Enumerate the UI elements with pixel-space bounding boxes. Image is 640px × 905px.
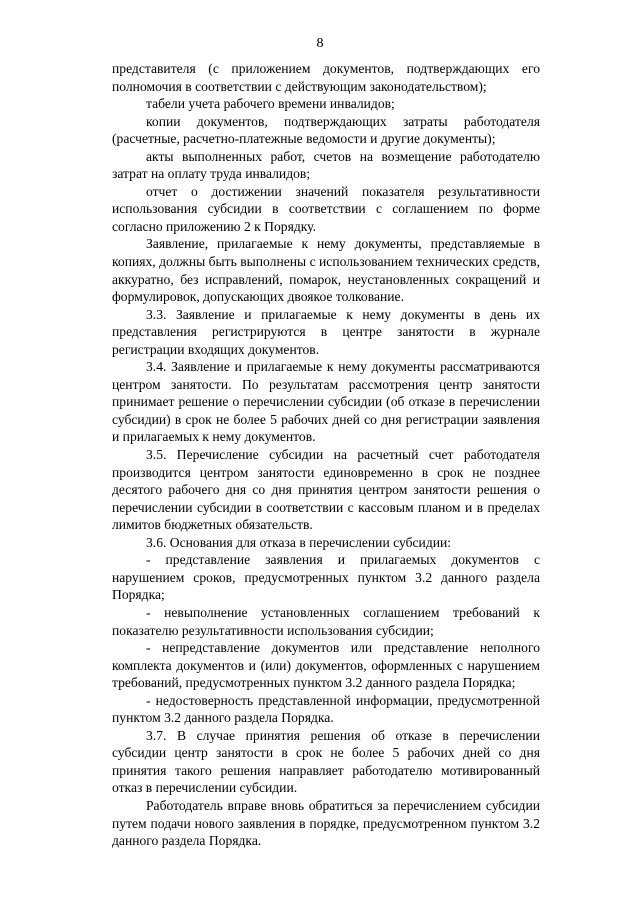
paragraph-3-4: 3.4. Заявление и прилагаемые к нему документы рассматриваются центром занятости. По результатам рассмотрения центр занятости принимает решение о перечислении субсидии (об отказе в перечислении субсидии) в срок не более 5 рабочих дней со дня регистрации заявления и прилагаемых к нему документов. — [112, 359, 540, 445]
paragraph-3-5: 3.5. Перечисление субсидии на расчетный счет работодателя производится центром занятости единовременно в срок не позднее десятого рабочего дня со дня принятия центром занятости решения о перечислении субсидии в соответствии с кассовым планом и в пределах лимитов бюджетных обязательств. — [112, 447, 540, 533]
paragraph-performance-report: отчет о достижении значений показателя результативности использования субсидии в соответствии с соглашением по форме согласно приложению 2 к Порядку. — [112, 183, 540, 234]
list-item-nonfulfillment: - невыполнение установленных соглашением требований к показателю результативности использования субсидии; — [112, 604, 540, 638]
paragraph-3-3: 3.3. Заявление и прилагаемые к нему документы в день их представления регистрируются в центре занятости в журнале регистрации входящих документов. — [112, 306, 540, 357]
paragraph-3-7: 3.7. В случае принятия решения об отказе в перечислении субсидии центр занятости в срок не более 5 рабочих дней со дня принятия такого решения направляет работодателю мотивированный отказ в перечислении субсидии. — [112, 727, 540, 796]
paragraph-timesheets: табели учета рабочего времени инвалидов; — [146, 96, 395, 112]
paragraph-work-acts: акты выполненных работ, счетов на возмещение работодателю затрат на оплату труда инвалидов; — [112, 148, 540, 182]
list-item-inaccurate-information: - недостоверность представленной информации, предусмотренной пунктом 3.2 данного раздела Порядка. — [112, 692, 540, 726]
paragraph-3-6: 3.6. Основания для отказа в перечислении субсидии: — [146, 534, 452, 550]
document-body — [112, 60, 540, 850]
paragraph-representative-continuation: представителя (с приложением документов, подтверждающих его полномочия в соответствии с действующим законодательством); — [112, 61, 540, 94]
paragraph-document-requirements: Заявление, прилагаемые к нему документы, представляемые в копиях, должны быть выполнены с использованием технических средств, аккуратно, без исправлений, помарок, неустановленных сокращений и формулировок, допускающих двоякое толкование. — [112, 236, 540, 305]
list-item-late-submission: - представление заявления и прилагаемых документов с нарушением сроков, предусмотренных пунктом 3.2 данного раздела Порядка; — [112, 552, 540, 603]
list-item-incomplete-documents: - непредставление документов или представление неполного комплекта документов и (или) документов, оформленных с нарушением требований, предусмотренных пунктом 3.2 данного раздела Порядка; — [112, 640, 540, 691]
paragraph-expense-copies: копии документов, подтверждающих затраты работодателя (расчетные, расчетно-платежные ведомости и другие документы); — [112, 113, 540, 147]
page-number: 8 — [316, 36, 324, 51]
paragraph-reapplication: Работодатель вправе вновь обратиться за перечислением субсидии путем подачи нового заявления в порядке, предусмотренном пунктом 3.2 данного раздела Порядка. — [112, 797, 540, 849]
